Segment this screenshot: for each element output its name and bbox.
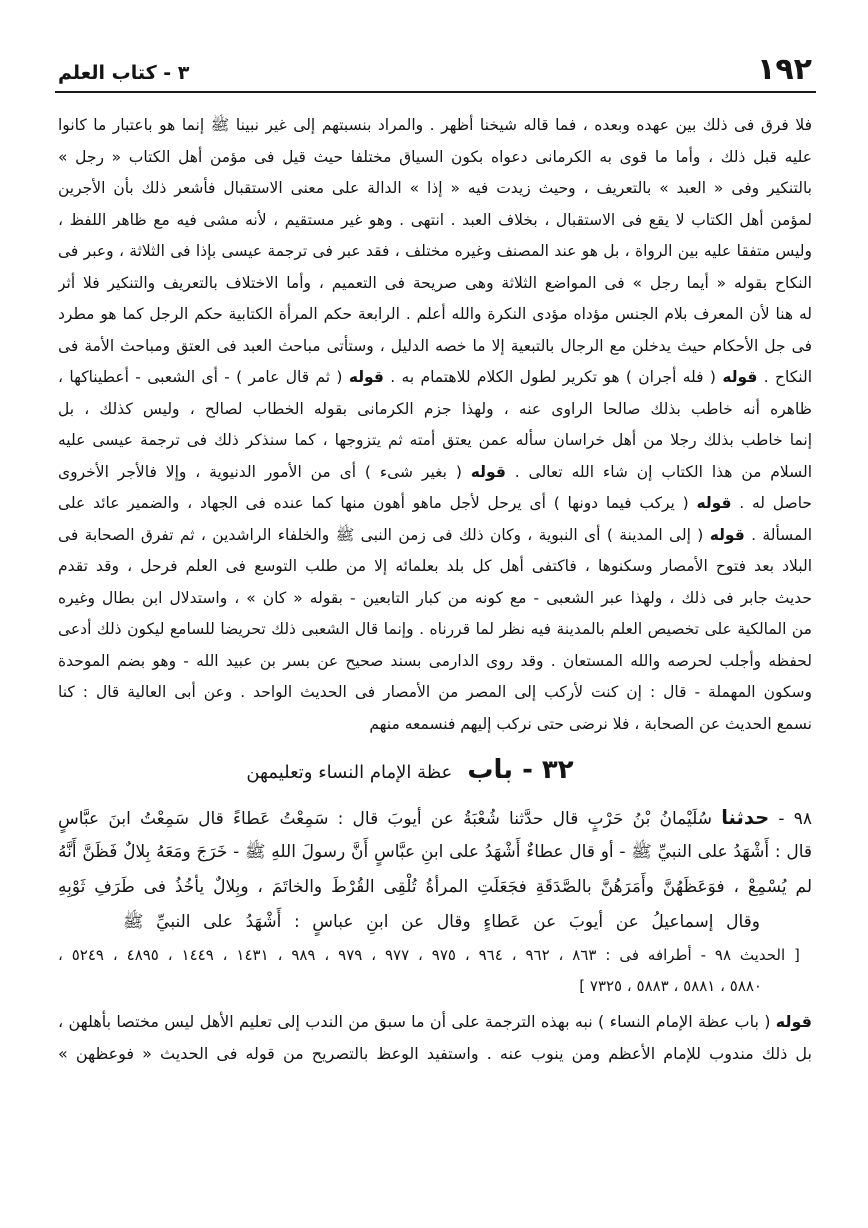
text-line: له هنا لأن المعرف بلام الجنس مؤداه مؤدى النكرة والله أعلم . الرابعة حكم المرأة الكتابية حكم الرجل كما هو مطرد bbox=[58, 305, 812, 323]
text-line: بل ذلك مندوب للإمام الأعظم ومن ينوب عنه . واستفيد الوعظ بالتصريح من قوله فى الحديث « فوعظهن » bbox=[58, 1044, 812, 1063]
commentary-bottom bbox=[58, 1006, 812, 1070]
chapter-heading bbox=[58, 740, 812, 800]
page-header bbox=[58, 48, 812, 90]
text-line: نسمع الحديث عن الصحابة ، فلا نرضى حتى نركب إليهم فنسمعه منهم bbox=[369, 714, 812, 733]
text-line: البلاد بعد فتوح الأمصار وسكنوها ، فاكتفى أهل كل بلد بعلمائه إلا من طلب التوسع فى العلم فرحل ، وقد تقدم bbox=[58, 557, 812, 575]
lemma-marker: قوله bbox=[709, 525, 745, 544]
hadith-text bbox=[58, 800, 812, 940]
header-rule bbox=[55, 91, 816, 93]
hadith-line: وقال إسماعيلُ عن أيوبَ عن عَطاءٍ وقال عن ابنِ عباسٍ : أَشْهَدُ على النبيِّ ﷺ bbox=[123, 912, 760, 932]
chapter-title: عظة الإمام النساء وتعليمهن bbox=[246, 762, 453, 783]
text-line: النكاح بقوله « أيما رجل » فى المواضع الثلاثة وهى صريحة فى التعميم ، وأما الاختلاف بالتعريف والتنكير فلا أثر bbox=[58, 273, 812, 292]
text-line: إنما خاطب بذلك رجلا من أهل خراسان سأله عمن يعتق أمته ثم يتزوجها ، كما سنذكر ذلك فى ترجمة عيسى عليه bbox=[58, 431, 812, 449]
references-line: ٥٨٨٠ ، ٥٨٨١ ، ٥٨٨٣ ، ٧٣٢٥ ] bbox=[579, 977, 762, 995]
text-line: النكاح . قوله ( فله أجران ) هو تكرير لطول الكلام للاهتمام به . قوله ( ثم قال عامر ) - أى الشعبى - أعطيناكها ، bbox=[58, 368, 812, 386]
lemma-marker: قوله bbox=[722, 368, 758, 386]
text-line: حاصل له . قوله ( يركب فيما دونها ) أى يرحل لأجل ماهو أهون منها كما عنده فى الجهاد ، والضمير عائد على bbox=[58, 494, 812, 512]
hadith-opener: حدثنا bbox=[721, 806, 770, 829]
lemma-marker: قوله bbox=[470, 462, 506, 481]
page-number: ١٩٢ bbox=[757, 52, 812, 87]
text-line: حديث جابر فى ذلك ، ولهذا عبر الشعبى - مع كونه من كبار التابعين - بقوله « كان » ، واستدلال ابن بطال وغيره bbox=[58, 588, 812, 607]
hadith-line: ٩٨ - حدثنا سُلَيْمانُ بْنُ حَرْبٍ قال حدَّثنا شُعْبَةُ عن أيوبَ قال : سَمِعْتُ عَطاءً قال سَمِعْتُ ابنَ عبَّاسٍ bbox=[58, 806, 812, 829]
text-line: المسألة . قوله ( إلى المدينة ) أى النبوية ، وكان ذلك فى زمن النبى ﷺ والخلفاء الراشدين ، ثم تفرق الصحابة فى bbox=[58, 525, 812, 544]
running-title: ٣ - كتاب العلم bbox=[58, 62, 190, 84]
text-line: فلا فرق فى ذلك بين عهده وبعده ، فما قاله شيخنا أظهر . والمراد بنسبتهم إلى غير نبينا ﷺ إنما هو باعتبار ما كانوا bbox=[58, 116, 812, 134]
text-line: عليه قبل ذلك ، وأما ما قوى به الكرمانى دعواه بكون السياق مختلفا حيث قيل فى مؤمن أهل الكتاب « رجل » bbox=[58, 147, 812, 166]
lemma-marker: قوله bbox=[696, 494, 732, 512]
hadith-line: قال : أَشْهَدُ على النبيِّ ﷺ - أو قال عطاءٌ أَشْهَدُ على ابنِ عبَّاسٍ أَنَّ رسولَ اللهِ ﷺ - خَرَجَ ومَعَهُ بِلالٌ فَظَنَّ أَنَّهُ bbox=[58, 842, 812, 862]
commentary-top bbox=[58, 110, 812, 740]
hadith-references bbox=[58, 940, 812, 1002]
lemma-marker: قوله bbox=[348, 368, 384, 386]
text-line: السلام من هذا الكتاب إن شاء الله تعالى . قوله ( بغير شىء ) أى من الأمور الدنيوية ، وإلا فالأجر الأخروى bbox=[58, 462, 812, 481]
text-line: قوله ( باب عظة الإمام النساء ) نبه بهذه الترجمة على أن ما سبق من الندب إلى تعليم الأهل ليس مختصا بأهلهن ، bbox=[58, 1012, 812, 1031]
text-line: من المالكية على تخصيص العلم بالمدينة فيه نظر لما قررناه . وإنما قال الشعبى ذلك تحريضا للسامع ليكون ذلك أدعى bbox=[58, 620, 812, 638]
text-line: فى جل الأحكام حيث يدخلن مع الرجال بالتبعية إلا ما خصه الدليل ، وستأتى مباحث العبد فى العتق ومباحث الأمة فى bbox=[58, 336, 812, 355]
chapter-number: ٣٢ - باب bbox=[467, 755, 574, 785]
text-line: ظاهره أنه خاطب بذلك صالحا الراوى عنه ، ولهذا جزم الكرمانى بقوله الخطاب لصالح ، وليس كذلك ، بل bbox=[58, 399, 812, 418]
references-line: [ الحديث ٩٨ - أطرافه فى : ٨٦٣ ، ٩٦٢ ، ٩٦٤ ، ٩٧٥ ، ٩٧٧ ، ٩٧٩ ، ٩٨٩ ، ١٤٣١ ، ١٤٤٩ ، ٤٨٩٥ ، ٥٢٤٩ ، bbox=[58, 946, 800, 964]
lemma-marker: قوله bbox=[775, 1012, 812, 1031]
page-body bbox=[58, 110, 812, 1070]
hadith-line: لم يُسْمِعْ ، فوَعَظَهُنَّ وأَمَرَهُنَّ بالصَّدَقَةِ فجَعَلَتِ المرأةُ تُلْقِى القُرْطَ والخاتَمَ ، وبِلالٌ يأخُذُ فى طَرَفِ ثَوْبِهِ bbox=[58, 877, 812, 897]
text-line: لحفظه وأجلب لحرصه والله المستعان . وقد روى الدارمى بسند صحيح عن بسر بن عبيد الله - وهو بضم الموحدة bbox=[58, 651, 812, 670]
text-line: وليس متفقا عليه بين الرواة ، بل هو عند المصنف وغيره مختلف ، فقد عبر فى ترجمة عيسى بإذا فى الثلاثة ، وعبر فى bbox=[58, 242, 812, 260]
text-line: بالتنكير وفى « العبد » بالتعريف ، وحيث زيدت فيه « إذا » الدالة على معنى الاستقبال فأشعر ذلك بأن الأجرين bbox=[58, 179, 812, 197]
text-line: لمؤمن أهل الكتاب لا يقع فى الاستقبال ، بخلاف العبد . انتهى . وهو غير مستقيم ، لأنه مشى فيه مع ظاهر اللفظ ، bbox=[58, 210, 812, 229]
text-line: وسكون المهملة - قال : إن كنت لأركب إلى المصر من الأمصار فى الحديث الواحد . وعن أبى العالية قال : كنا bbox=[58, 683, 812, 701]
